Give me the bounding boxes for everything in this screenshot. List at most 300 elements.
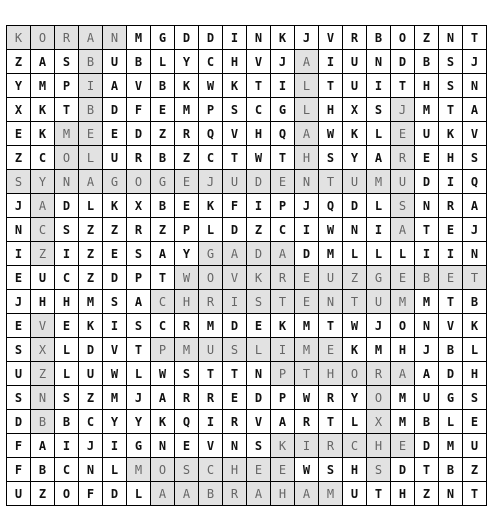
grid-cell[interactable]: S xyxy=(175,458,199,482)
grid-cell[interactable]: L xyxy=(79,194,103,218)
grid-cell[interactable]: H xyxy=(271,482,295,506)
grid-cell[interactable]: A xyxy=(175,482,199,506)
grid-cell[interactable]: V xyxy=(127,74,151,98)
grid-cell[interactable]: T xyxy=(223,146,247,170)
grid-cell[interactable]: C xyxy=(199,146,223,170)
grid-cell[interactable]: N xyxy=(415,314,439,338)
grid-cell[interactable]: T xyxy=(415,218,439,242)
grid-cell[interactable]: E xyxy=(175,434,199,458)
grid-cell[interactable]: R xyxy=(271,266,295,290)
grid-cell[interactable]: V xyxy=(247,410,271,434)
grid-cell[interactable]: T xyxy=(415,458,439,482)
grid-cell[interactable]: I xyxy=(223,26,247,50)
grid-cell[interactable]: J xyxy=(271,50,295,74)
grid-cell[interactable]: J xyxy=(7,194,31,218)
grid-cell[interactable]: S xyxy=(103,290,127,314)
grid-cell[interactable]: E xyxy=(175,194,199,218)
grid-cell[interactable]: R xyxy=(175,122,199,146)
grid-cell[interactable]: C xyxy=(247,98,271,122)
grid-cell[interactable]: E xyxy=(439,266,463,290)
grid-cell[interactable]: O xyxy=(367,386,391,410)
grid-cell[interactable]: N xyxy=(31,386,55,410)
grid-cell[interactable]: B xyxy=(151,194,175,218)
grid-cell[interactable]: N xyxy=(439,482,463,506)
grid-cell[interactable]: I xyxy=(319,50,343,74)
grid-cell[interactable]: V xyxy=(463,122,487,146)
grid-cell[interactable]: L xyxy=(199,218,223,242)
grid-cell[interactable]: A xyxy=(415,362,439,386)
grid-cell[interactable]: F xyxy=(127,98,151,122)
grid-cell[interactable]: Z xyxy=(31,362,55,386)
grid-cell[interactable]: T xyxy=(199,362,223,386)
grid-cell[interactable]: L xyxy=(367,242,391,266)
grid-cell[interactable]: S xyxy=(463,386,487,410)
grid-cell[interactable]: Y xyxy=(7,74,31,98)
grid-cell[interactable]: Z xyxy=(415,482,439,506)
grid-cell[interactable]: E xyxy=(271,170,295,194)
grid-cell[interactable]: E xyxy=(439,218,463,242)
grid-cell[interactable]: P xyxy=(175,218,199,242)
grid-cell[interactable]: J xyxy=(79,434,103,458)
grid-cell[interactable]: W xyxy=(175,266,199,290)
grid-cell[interactable]: M xyxy=(439,434,463,458)
grid-cell[interactable]: A xyxy=(79,26,103,50)
grid-cell[interactable]: N xyxy=(343,218,367,242)
grid-cell[interactable]: M xyxy=(295,314,319,338)
grid-cell[interactable]: H xyxy=(247,122,271,146)
grid-cell[interactable]: L xyxy=(391,242,415,266)
grid-cell[interactable]: T xyxy=(127,338,151,362)
grid-cell[interactable]: I xyxy=(415,242,439,266)
grid-cell[interactable]: X xyxy=(7,98,31,122)
grid-cell[interactable]: A xyxy=(31,194,55,218)
grid-cell[interactable]: A xyxy=(391,218,415,242)
grid-cell[interactable]: J xyxy=(295,194,319,218)
grid-cell[interactable]: I xyxy=(271,338,295,362)
grid-cell[interactable]: A xyxy=(151,242,175,266)
grid-cell[interactable]: B xyxy=(127,50,151,74)
grid-cell[interactable]: B xyxy=(31,410,55,434)
grid-cell[interactable]: M xyxy=(55,122,79,146)
grid-cell[interactable]: Q xyxy=(463,170,487,194)
grid-cell[interactable]: O xyxy=(343,362,367,386)
grid-cell[interactable]: I xyxy=(55,242,79,266)
grid-cell[interactable]: C xyxy=(199,458,223,482)
grid-cell[interactable]: Y xyxy=(343,146,367,170)
grid-cell[interactable]: X xyxy=(367,410,391,434)
grid-cell[interactable]: N xyxy=(295,170,319,194)
grid-cell[interactable]: B xyxy=(439,338,463,362)
grid-cell[interactable]: L xyxy=(247,338,271,362)
grid-cell[interactable]: T xyxy=(463,482,487,506)
grid-cell[interactable]: U xyxy=(343,74,367,98)
grid-cell[interactable]: R xyxy=(175,314,199,338)
grid-cell[interactable]: T xyxy=(295,362,319,386)
grid-cell[interactable]: V xyxy=(223,122,247,146)
grid-cell[interactable]: I xyxy=(367,74,391,98)
grid-cell[interactable]: R xyxy=(319,386,343,410)
grid-cell[interactable]: V xyxy=(439,314,463,338)
grid-cell[interactable]: L xyxy=(463,338,487,362)
grid-cell[interactable]: S xyxy=(223,338,247,362)
grid-cell[interactable]: Z xyxy=(79,218,103,242)
grid-cell[interactable]: Q xyxy=(175,410,199,434)
grid-cell[interactable]: M xyxy=(415,290,439,314)
grid-cell[interactable]: W xyxy=(319,122,343,146)
grid-cell[interactable]: O xyxy=(391,314,415,338)
grid-cell[interactable]: C xyxy=(55,458,79,482)
grid-cell[interactable]: O xyxy=(127,170,151,194)
grid-cell[interactable]: M xyxy=(103,386,127,410)
grid-cell[interactable]: J xyxy=(295,26,319,50)
grid-cell[interactable]: Z xyxy=(79,386,103,410)
grid-cell[interactable]: Z xyxy=(103,218,127,242)
grid-cell[interactable]: M xyxy=(175,338,199,362)
grid-cell[interactable]: H xyxy=(463,362,487,386)
grid-cell[interactable]: L xyxy=(367,194,391,218)
grid-cell[interactable]: Z xyxy=(31,242,55,266)
grid-cell[interactable]: A xyxy=(247,482,271,506)
grid-cell[interactable]: S xyxy=(367,458,391,482)
grid-cell[interactable]: D xyxy=(79,338,103,362)
grid-cell[interactable]: R xyxy=(223,482,247,506)
grid-cell[interactable]: T xyxy=(439,98,463,122)
grid-cell[interactable]: D xyxy=(247,242,271,266)
grid-cell[interactable]: I xyxy=(295,218,319,242)
grid-cell[interactable]: Z xyxy=(79,242,103,266)
grid-cell[interactable]: R xyxy=(175,386,199,410)
grid-cell[interactable]: G xyxy=(151,170,175,194)
grid-cell[interactable]: B xyxy=(79,50,103,74)
grid-cell[interactable]: K xyxy=(271,26,295,50)
grid-cell[interactable]: A xyxy=(31,50,55,74)
grid-cell[interactable]: D xyxy=(247,386,271,410)
grid-cell[interactable]: J xyxy=(199,170,223,194)
grid-cell[interactable]: J xyxy=(391,98,415,122)
grid-cell[interactable]: M xyxy=(391,386,415,410)
grid-cell[interactable]: R xyxy=(439,194,463,218)
grid-cell[interactable]: G xyxy=(151,26,175,50)
grid-cell[interactable]: M xyxy=(31,74,55,98)
grid-cell[interactable]: I xyxy=(439,170,463,194)
grid-cell[interactable]: Y xyxy=(103,410,127,434)
grid-cell[interactable]: K xyxy=(247,266,271,290)
grid-cell[interactable]: A xyxy=(151,386,175,410)
grid-cell[interactable]: D xyxy=(247,170,271,194)
grid-cell[interactable]: S xyxy=(223,98,247,122)
grid-cell[interactable]: D xyxy=(391,458,415,482)
grid-cell[interactable]: R xyxy=(343,26,367,50)
grid-cell[interactable]: C xyxy=(199,50,223,74)
grid-cell[interactable]: A xyxy=(127,290,151,314)
grid-cell[interactable]: L xyxy=(343,410,367,434)
grid-cell[interactable]: L xyxy=(151,50,175,74)
grid-cell[interactable]: E xyxy=(7,314,31,338)
grid-cell[interactable]: I xyxy=(55,434,79,458)
grid-cell[interactable]: K xyxy=(439,122,463,146)
grid-cell[interactable]: K xyxy=(343,122,367,146)
grid-cell[interactable]: L xyxy=(55,362,79,386)
grid-cell[interactable]: I xyxy=(223,290,247,314)
grid-cell[interactable]: P xyxy=(199,98,223,122)
grid-cell[interactable]: K xyxy=(343,338,367,362)
grid-cell[interactable]: O xyxy=(55,482,79,506)
grid-cell[interactable]: S xyxy=(7,386,31,410)
grid-cell[interactable]: C xyxy=(55,266,79,290)
grid-cell[interactable]: N xyxy=(319,290,343,314)
grid-cell[interactable]: C xyxy=(271,218,295,242)
grid-cell[interactable]: D xyxy=(343,194,367,218)
grid-cell[interactable]: U xyxy=(343,482,367,506)
grid-cell[interactable]: I xyxy=(103,434,127,458)
grid-cell[interactable]: L xyxy=(127,362,151,386)
grid-cell[interactable]: E xyxy=(247,314,271,338)
grid-cell[interactable]: J xyxy=(415,338,439,362)
grid-cell[interactable]: Y xyxy=(175,50,199,74)
grid-cell[interactable]: T xyxy=(463,266,487,290)
grid-cell[interactable]: A xyxy=(463,194,487,218)
grid-cell[interactable]: U xyxy=(343,170,367,194)
grid-cell[interactable]: A xyxy=(103,74,127,98)
grid-cell[interactable]: I xyxy=(199,410,223,434)
grid-cell[interactable]: N xyxy=(55,170,79,194)
grid-cell[interactable]: R xyxy=(55,26,79,50)
grid-cell[interactable]: Z xyxy=(343,266,367,290)
grid-cell[interactable]: H xyxy=(319,98,343,122)
grid-cell[interactable]: U xyxy=(7,482,31,506)
grid-cell[interactable]: U xyxy=(463,434,487,458)
grid-cell[interactable]: U xyxy=(343,50,367,74)
grid-cell[interactable]: R xyxy=(199,386,223,410)
grid-cell[interactable]: M xyxy=(79,290,103,314)
grid-cell[interactable]: E xyxy=(271,458,295,482)
grid-cell[interactable]: X xyxy=(31,338,55,362)
grid-cell[interactable]: O xyxy=(199,266,223,290)
grid-cell[interactable]: R xyxy=(319,434,343,458)
grid-cell[interactable]: H xyxy=(175,290,199,314)
grid-cell[interactable]: K xyxy=(199,194,223,218)
grid-cell[interactable]: E xyxy=(391,266,415,290)
grid-cell[interactable]: K xyxy=(223,74,247,98)
grid-cell[interactable]: D xyxy=(7,410,31,434)
grid-cell[interactable]: P xyxy=(271,362,295,386)
grid-cell[interactable]: I xyxy=(79,74,103,98)
grid-cell[interactable]: S xyxy=(439,50,463,74)
grid-cell[interactable]: B xyxy=(367,26,391,50)
grid-cell[interactable]: J xyxy=(367,314,391,338)
grid-cell[interactable]: D xyxy=(295,242,319,266)
grid-cell[interactable]: O xyxy=(391,26,415,50)
grid-cell[interactable]: T xyxy=(319,74,343,98)
grid-cell[interactable]: M xyxy=(367,170,391,194)
grid-cell[interactable]: V xyxy=(199,434,223,458)
grid-cell[interactable]: P xyxy=(271,386,295,410)
grid-cell[interactable]: V xyxy=(247,50,271,74)
grid-cell[interactable]: U xyxy=(391,170,415,194)
grid-cell[interactable]: Z xyxy=(247,218,271,242)
grid-cell[interactable]: G xyxy=(367,266,391,290)
grid-cell[interactable]: N xyxy=(79,458,103,482)
grid-cell[interactable]: S xyxy=(247,434,271,458)
grid-cell[interactable]: S xyxy=(175,362,199,386)
grid-cell[interactable]: W xyxy=(295,386,319,410)
grid-cell[interactable]: E xyxy=(175,170,199,194)
grid-cell[interactable]: W xyxy=(103,362,127,386)
grid-cell[interactable]: D xyxy=(223,218,247,242)
grid-cell[interactable]: E xyxy=(295,266,319,290)
grid-cell[interactable]: N xyxy=(247,362,271,386)
grid-cell[interactable]: L xyxy=(295,98,319,122)
grid-cell[interactable]: V xyxy=(223,266,247,290)
grid-cell[interactable]: T xyxy=(319,410,343,434)
grid-cell[interactable]: U xyxy=(367,290,391,314)
grid-cell[interactable]: U xyxy=(415,386,439,410)
grid-cell[interactable]: R xyxy=(127,146,151,170)
grid-cell[interactable]: N xyxy=(463,74,487,98)
grid-cell[interactable]: J xyxy=(463,218,487,242)
grid-cell[interactable]: D xyxy=(223,314,247,338)
grid-cell[interactable]: A xyxy=(391,362,415,386)
grid-cell[interactable]: K xyxy=(31,98,55,122)
grid-cell[interactable]: C xyxy=(31,218,55,242)
grid-cell[interactable]: E xyxy=(319,338,343,362)
grid-cell[interactable]: T xyxy=(223,362,247,386)
grid-cell[interactable]: A xyxy=(223,242,247,266)
grid-cell[interactable]: R xyxy=(391,146,415,170)
grid-cell[interactable]: G xyxy=(103,170,127,194)
grid-cell[interactable]: Z xyxy=(31,482,55,506)
grid-cell[interactable]: E xyxy=(103,122,127,146)
grid-cell[interactable]: O xyxy=(31,26,55,50)
grid-cell[interactable]: W xyxy=(319,218,343,242)
grid-cell[interactable]: R xyxy=(127,218,151,242)
grid-cell[interactable]: K xyxy=(7,26,31,50)
grid-cell[interactable]: H xyxy=(439,146,463,170)
grid-cell[interactable]: I xyxy=(7,242,31,266)
grid-cell[interactable]: E xyxy=(463,410,487,434)
grid-cell[interactable]: A xyxy=(367,146,391,170)
grid-cell[interactable]: E xyxy=(151,98,175,122)
grid-cell[interactable]: N xyxy=(151,434,175,458)
grid-cell[interactable]: C xyxy=(151,314,175,338)
grid-cell[interactable]: J xyxy=(463,50,487,74)
grid-cell[interactable]: N xyxy=(223,434,247,458)
grid-cell[interactable]: A xyxy=(295,482,319,506)
grid-cell[interactable]: M xyxy=(415,98,439,122)
grid-cell[interactable]: D xyxy=(127,122,151,146)
grid-cell[interactable]: I xyxy=(439,242,463,266)
grid-cell[interactable]: C xyxy=(79,410,103,434)
grid-cell[interactable]: B xyxy=(415,50,439,74)
grid-cell[interactable]: A xyxy=(79,170,103,194)
grid-cell[interactable]: H xyxy=(319,362,343,386)
grid-cell[interactable]: D xyxy=(415,434,439,458)
grid-cell[interactable]: H xyxy=(295,146,319,170)
grid-cell[interactable]: Z xyxy=(175,146,199,170)
grid-cell[interactable]: N xyxy=(103,26,127,50)
grid-cell[interactable]: S xyxy=(7,170,31,194)
grid-cell[interactable]: V xyxy=(103,338,127,362)
grid-cell[interactable]: U xyxy=(415,122,439,146)
grid-cell[interactable]: S xyxy=(55,218,79,242)
grid-cell[interactable]: K xyxy=(271,434,295,458)
grid-cell[interactable]: A xyxy=(271,242,295,266)
grid-cell[interactable]: A xyxy=(271,410,295,434)
grid-cell[interactable]: E xyxy=(415,146,439,170)
grid-cell[interactable]: D xyxy=(55,194,79,218)
grid-cell[interactable]: W xyxy=(343,314,367,338)
grid-cell[interactable]: Y xyxy=(175,242,199,266)
grid-cell[interactable]: N xyxy=(247,26,271,50)
grid-cell[interactable]: L xyxy=(103,458,127,482)
grid-cell[interactable]: U xyxy=(223,170,247,194)
grid-cell[interactable]: S xyxy=(55,386,79,410)
grid-cell[interactable]: H xyxy=(223,458,247,482)
grid-cell[interactable]: E xyxy=(391,122,415,146)
grid-cell[interactable]: D xyxy=(415,170,439,194)
grid-cell[interactable]: B xyxy=(463,290,487,314)
grid-cell[interactable]: J xyxy=(127,386,151,410)
grid-cell[interactable]: M xyxy=(391,410,415,434)
grid-cell[interactable]: Z xyxy=(151,218,175,242)
grid-cell[interactable]: M xyxy=(367,338,391,362)
grid-cell[interactable]: L xyxy=(295,74,319,98)
grid-cell[interactable]: N xyxy=(7,218,31,242)
grid-cell[interactable]: M xyxy=(127,26,151,50)
grid-cell[interactable]: D xyxy=(175,26,199,50)
grid-cell[interactable]: B xyxy=(415,266,439,290)
grid-cell[interactable]: D xyxy=(103,266,127,290)
grid-cell[interactable]: M xyxy=(391,290,415,314)
grid-cell[interactable]: Z xyxy=(79,266,103,290)
grid-cell[interactable]: B xyxy=(55,410,79,434)
grid-cell[interactable]: S xyxy=(127,242,151,266)
grid-cell[interactable]: F xyxy=(7,458,31,482)
grid-cell[interactable]: T xyxy=(319,314,343,338)
grid-cell[interactable]: E xyxy=(55,314,79,338)
grid-cell[interactable]: H xyxy=(55,290,79,314)
grid-cell[interactable]: W xyxy=(151,362,175,386)
grid-cell[interactable]: X xyxy=(343,98,367,122)
grid-cell[interactable]: W xyxy=(247,146,271,170)
grid-cell[interactable]: W xyxy=(295,458,319,482)
grid-cell[interactable]: T xyxy=(247,74,271,98)
grid-cell[interactable]: B xyxy=(151,74,175,98)
grid-cell[interactable]: T xyxy=(271,290,295,314)
grid-cell[interactable]: L xyxy=(127,482,151,506)
grid-cell[interactable]: U xyxy=(103,146,127,170)
grid-cell[interactable]: P xyxy=(127,266,151,290)
grid-cell[interactable]: I xyxy=(103,314,127,338)
grid-cell[interactable]: Z xyxy=(7,146,31,170)
grid-cell[interactable]: G xyxy=(199,242,223,266)
grid-cell[interactable]: B xyxy=(79,98,103,122)
grid-cell[interactable]: D xyxy=(439,362,463,386)
grid-cell[interactable]: H xyxy=(367,434,391,458)
grid-cell[interactable]: U xyxy=(31,266,55,290)
grid-cell[interactable]: B xyxy=(31,458,55,482)
grid-cell[interactable]: D xyxy=(103,98,127,122)
grid-cell[interactable]: A xyxy=(151,482,175,506)
grid-cell[interactable]: S xyxy=(439,74,463,98)
grid-cell[interactable]: Q xyxy=(319,194,343,218)
grid-cell[interactable]: N xyxy=(415,194,439,218)
grid-cell[interactable]: T xyxy=(319,170,343,194)
grid-cell[interactable]: J xyxy=(7,290,31,314)
grid-cell[interactable]: T xyxy=(367,482,391,506)
grid-cell[interactable]: E xyxy=(7,266,31,290)
grid-cell[interactable]: Z xyxy=(151,122,175,146)
